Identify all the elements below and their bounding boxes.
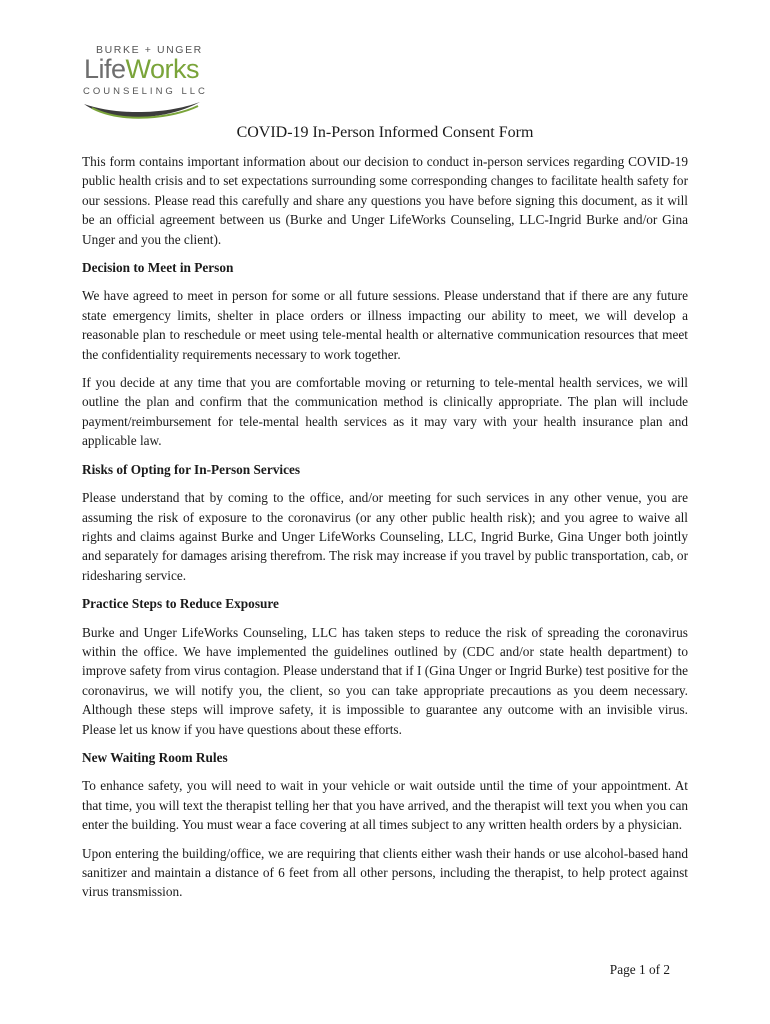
company-logo — [78, 42, 208, 124]
section-paragraph: Upon entering the building/office, we are requiring that clients either wash their hands or use alcohol-based hand sanitizer and maintain a distance of 6 feet from all other persons, including the therapist, to help protect against virus transmission. — [82, 845, 688, 900]
document-body — [82, 152, 688, 911]
logo-works-text: Works — [125, 54, 200, 84]
logo-top-text: BURKE + UNGER — [96, 44, 203, 56]
section-paragraph: We have agreed to meet in person for some or all future sessions. Please understand that if there are any future state emergency limits, shelter in place orders or illness impacting our ability to meet, we will develop a reasonable plan to reschedule or meet using tele-mental health or alternative communication resources that meet the confidentiality requirements necessary to work together. — [82, 288, 688, 362]
page-number: Page 1 of 2 — [609, 962, 670, 977]
logo-life-text: Life — [84, 54, 126, 84]
intro-paragraph: This form contains important information about our decision to conduct in-person services regarding COVID-19 public health crisis and to set expectations surrounding some corresponding changes to facilitate health safety for our sessions. Please read this carefully and share any questions you have before signing this document, as it will be an official agreement between us (Burke and Unger LifeWorks Counseling, LLC-Ingrid Burke and/or Gina Unger and you the client). — [82, 154, 688, 247]
section-heading: Risks of Opting for In-Person Services — [82, 461, 301, 477]
section-paragraph: To enhance safety, you will need to wait in your vehicle or wait outside until the time of your appointment. At that time, you will text the therapist telling her that you have arrived, and the therapist will text you when you can enter the building. You must wear a face covering at all times subject to any written health orders by a physician. — [82, 778, 688, 833]
logo-main-text — [84, 54, 199, 85]
logo-bottom-text: COUNSELING LLC — [83, 86, 208, 97]
section-heading: New Waiting Room Rules — [82, 749, 228, 765]
section-paragraph: If you decide at any time that you are comfortable moving or returning to tele-mental health services, we will outline the plan and confirm that the communication method is clinically appropriate. The plan will include payment/reimbursement for tele-mental health services as it may vary with your health insurance plan and applicable law. — [82, 375, 688, 449]
section-heading: Practice Steps to Reduce Exposure — [82, 596, 279, 612]
section-paragraph: Please understand that by coming to the office, and/or meeting for such services in any other venue, you are assuming the risk of exposure to the coronavirus (or any other public health risk); and you agree to waive all rights and claims against Burke and Unger LifeWorks Counseling, LLC, Ingrid Burke, Gina Unger both jointly and separately for damages arising therefrom. The risk may increase if you travel by public transportation, cab, or ridesharing service. — [82, 490, 688, 583]
page-title: COVID-19 In-Person Informed Consent Form — [236, 124, 534, 141]
section-heading: Decision to Meet in Person — [82, 260, 234, 276]
section-paragraph: Burke and Unger LifeWorks Counseling, LLC has taken steps to reduce the risk of spreading the coronavirus within the office. We have implemented the guidelines outlined by (CDC and/or state health department) to improve safety from virus contagion. Please understand that if I (Gina Unger or Ingrid Burke) test positive for the coronavirus, we will notify you, the client, so you can take appropriate precautions as you deem necessary. Although these steps will improve safety, it is impossible to guarantee any outcome with an invisible virus. Please let us know if you have questions about these efforts. — [82, 624, 688, 737]
logo-swoosh-icon — [78, 98, 208, 124]
